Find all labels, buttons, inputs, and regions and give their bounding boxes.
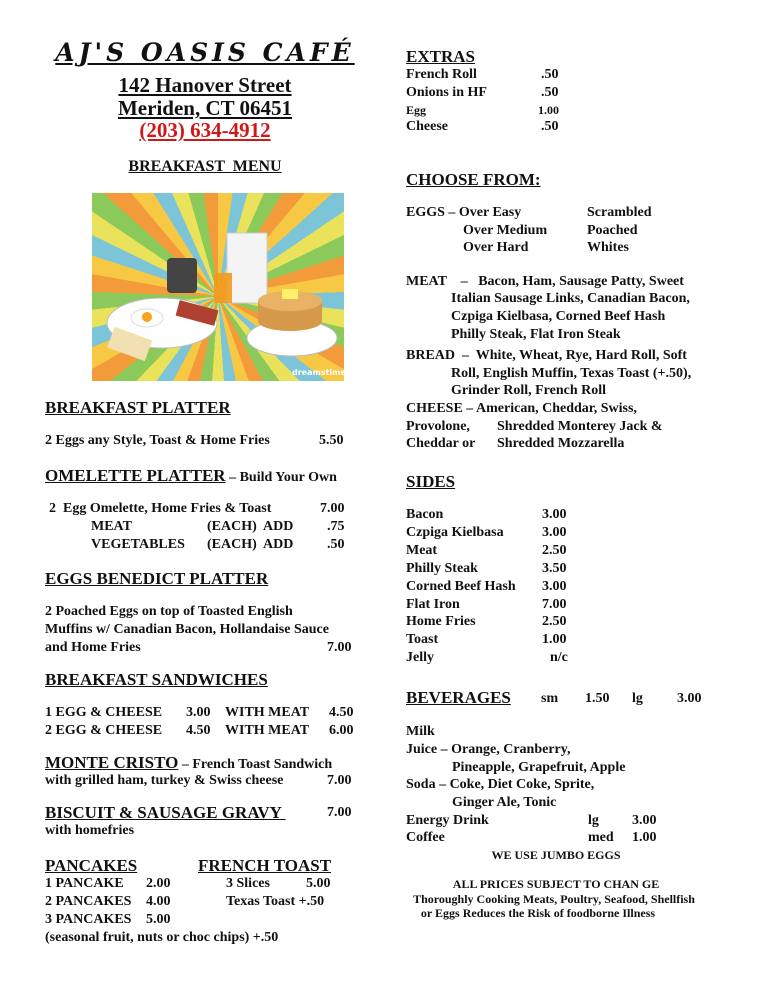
- side-price: 3.00: [542, 507, 567, 522]
- cafe-title: AJ'S OASIS CAFÉ: [55, 38, 355, 67]
- omelette-subtitle: – Build Your Own: [225, 470, 337, 485]
- omelette-title: OMELETTE PLATTER: [45, 466, 226, 485]
- omelette-addon-price: .75: [327, 519, 345, 534]
- breakfast-platter-desc: 2 Eggs any Style, Toast & Home Fries: [45, 433, 270, 448]
- pancake-price: 5.00: [146, 912, 171, 927]
- extra-price: .50: [541, 67, 559, 82]
- sandwich-meat-price: 4.50: [329, 705, 354, 720]
- omelette-addon-price: .50: [327, 537, 345, 552]
- extra-price: .50: [541, 85, 559, 100]
- coffee-price: 1.00: [632, 830, 657, 845]
- side-item: Czpiga Kielbasa: [406, 524, 504, 540]
- extra-item: Egg: [406, 103, 427, 117]
- pancake-item: 2 PANCAKES: [45, 894, 132, 909]
- side-price: 3.00: [542, 578, 567, 594]
- monte-cristo-subtitle: – French Toast Sandwich: [178, 757, 333, 772]
- breakfast-platter-title: BREAKFAST PLATTER: [45, 398, 231, 417]
- beverages-title: BEVERAGES: [406, 688, 511, 707]
- phone-number[interactable]: (203) 634-4912: [139, 118, 271, 142]
- extra-item: Cheese: [406, 119, 448, 134]
- beverage-line: Soda – Coke, Diet Coke, Sprite,: [406, 777, 595, 792]
- omelette-addon-meat: MEAT: [91, 519, 132, 534]
- energy-drink-price: 3.00: [632, 813, 657, 828]
- pancakes-title: PANCAKES: [45, 856, 138, 875]
- size-small-price: 1.50: [585, 691, 610, 706]
- pancake-price: 2.00: [146, 876, 171, 891]
- city-address: Meriden, CT 06451: [117, 96, 293, 120]
- sandwich-name: 2 EGG & CHEESE: [45, 723, 163, 738]
- size-large-price: 3.00: [677, 691, 702, 706]
- pancake-note: (seasonal fruit, nuts or choc chips) +.50: [45, 930, 279, 945]
- side-price: 2.50: [542, 542, 567, 558]
- meat-options: MEAT – Bacon, Ham, Sausage Patty, Sweet: [406, 274, 684, 289]
- benedict-line: Muffins w/ Canadian Bacon, Hollandaise Sauce: [45, 622, 329, 637]
- side-price: 3.50: [542, 560, 567, 576]
- food-safety-warning: or Eggs Reduces the Risk of foodborne Illness: [420, 906, 656, 920]
- egg-option: Poached: [587, 223, 638, 238]
- side-item: Home Fries: [406, 614, 476, 630]
- extra-item: French Roll: [406, 67, 477, 82]
- jumbo-eggs-note: WE USE JUMBO EGGS: [491, 848, 621, 862]
- sides-title: SIDES: [406, 472, 456, 491]
- biscuit-price: 7.00: [327, 805, 352, 820]
- side-item: Corned Beef Hash: [406, 578, 516, 594]
- prices-notice: ALL PRICES SUBJECT TO CHAN GE: [452, 877, 660, 891]
- cheese-options: Shredded Monterey Jack &: [497, 419, 663, 434]
- omelette-price: 7.00: [320, 501, 345, 516]
- egg-option: Over Hard: [463, 240, 529, 255]
- coffee: Coffee: [406, 830, 445, 845]
- beverage-line: Ginger Ale, Tonic: [452, 795, 557, 810]
- meat-options: Italian Sausage Links, Canadian Bacon,: [451, 291, 690, 306]
- bread-options: BREAD – White, Wheat, Rye, Hard Roll, Soft: [406, 348, 687, 363]
- cheese-options: Shredded Mozzarella: [497, 436, 625, 451]
- side-item: Flat Iron: [406, 596, 460, 612]
- sandwich-meat-price: 6.00: [329, 723, 354, 738]
- food-safety-warning: Thoroughly Cooking Meats, Poultry, Seafood, Shellfish: [413, 892, 695, 906]
- french-toast-price: 5.00: [306, 876, 331, 891]
- sandwiches-title: BREAKFAST SANDWICHES: [45, 670, 268, 689]
- meat-options: Philly Steak, Flat Iron Steak: [451, 327, 621, 342]
- sandwich-meat-label: WITH MEAT: [225, 723, 310, 738]
- monte-cristo-desc: with grilled ham, turkey & Swiss cheese: [45, 773, 284, 788]
- omelette-addon-veg: VEGETABLES: [91, 537, 185, 552]
- energy-drink: Energy Drink: [406, 813, 489, 828]
- sandwich-price: 4.50: [186, 723, 211, 738]
- side-price: 7.00: [542, 596, 567, 612]
- side-item: Toast: [406, 632, 439, 648]
- pancake-price: 4.00: [146, 894, 171, 909]
- cheese-options: Cheddar or: [406, 436, 476, 451]
- beverage-line: Juice – Orange, Cranberry,: [406, 742, 571, 757]
- street-address: 142 Hanover Street: [118, 73, 292, 97]
- energy-drink-size: lg: [588, 813, 599, 828]
- breakfast-food-illustration: [92, 193, 368, 381]
- monte-cristo-price: 7.00: [327, 773, 352, 788]
- egg-option: Scrambled: [587, 205, 652, 220]
- breakfast-image: [92, 193, 368, 381]
- biscuit-title: BISCUIT & SAUSAGE GRAVY: [45, 803, 286, 822]
- omelette-addon-each: (EACH) ADD: [207, 519, 294, 534]
- beverage-line: Pineapple, Grapefruit, Apple: [452, 760, 626, 775]
- cheese-options: CHEESE – American, Cheddar, Swiss,: [406, 401, 637, 416]
- benedict-line: 2 Poached Eggs on top of Toasted English: [45, 604, 293, 619]
- french-toast-title: FRENCH TOAST: [198, 856, 332, 875]
- omelette-addon-each: (EACH) ADD: [207, 537, 294, 552]
- beverage-line: Milk: [406, 724, 435, 739]
- size-large: lg: [632, 691, 643, 706]
- eggs-label: EGGS – Over Easy: [406, 205, 522, 220]
- meat-options: Czpiga Kielbasa, Corned Beef Hash: [451, 309, 666, 324]
- omelette-desc: 2 Egg Omelette, Home Fries & Toast: [49, 501, 272, 516]
- side-price: n/c: [550, 650, 568, 666]
- side-item: Philly Steak: [406, 560, 478, 576]
- side-item: Meat: [406, 542, 438, 558]
- omelette-heading: [45, 467, 337, 487]
- size-small: sm: [541, 691, 559, 706]
- sandwich-price: 3.00: [186, 705, 211, 720]
- side-item: Bacon: [406, 507, 444, 522]
- extras-title: EXTRAS: [406, 47, 475, 66]
- watermark: dreamstime.com: [292, 368, 368, 377]
- french-toast-item: 3 Slices: [226, 876, 270, 891]
- pancake-item: 1 PANCAKE: [45, 876, 124, 891]
- side-price: 2.50: [542, 614, 567, 630]
- biscuit-desc: with homefries: [45, 823, 135, 838]
- benedict-line: and Home Fries: [45, 640, 141, 655]
- side-item: Jelly: [406, 650, 434, 666]
- extra-item: Onions in HF: [406, 85, 487, 100]
- egg-option: Over Medium: [463, 223, 548, 238]
- side-price: 1.00: [542, 632, 567, 648]
- breakfast-platter-price: 5.50: [319, 433, 344, 448]
- menu-title: BREAKFAST MENU: [128, 158, 282, 175]
- bread-options: Grinder Roll, French Roll: [451, 383, 607, 398]
- benedict-title: EGGS BENEDICT PLATTER: [45, 569, 269, 588]
- monte-cristo-heading: [45, 754, 332, 774]
- extra-price: .50: [541, 119, 559, 134]
- cheese-options: Provolone,: [406, 419, 470, 434]
- side-price: 3.00: [542, 524, 567, 540]
- bread-options: Roll, English Muffin, Texas Toast (+.50),: [451, 366, 692, 381]
- benedict-price: 7.00: [327, 640, 352, 655]
- choose-from-title: CHOOSE FROM:: [406, 170, 541, 189]
- egg-option: Whites: [587, 240, 629, 255]
- monte-cristo-title: MONTE CRISTO: [45, 753, 179, 772]
- sandwich-meat-label: WITH MEAT: [225, 705, 310, 720]
- extra-price: 1.00: [538, 103, 559, 117]
- coffee-size: med: [588, 830, 614, 845]
- sandwich-name: 1 EGG & CHEESE: [45, 705, 163, 720]
- french-toast-item: Texas Toast +.50: [226, 894, 325, 909]
- pancake-item: 3 PANCAKES: [45, 912, 132, 927]
